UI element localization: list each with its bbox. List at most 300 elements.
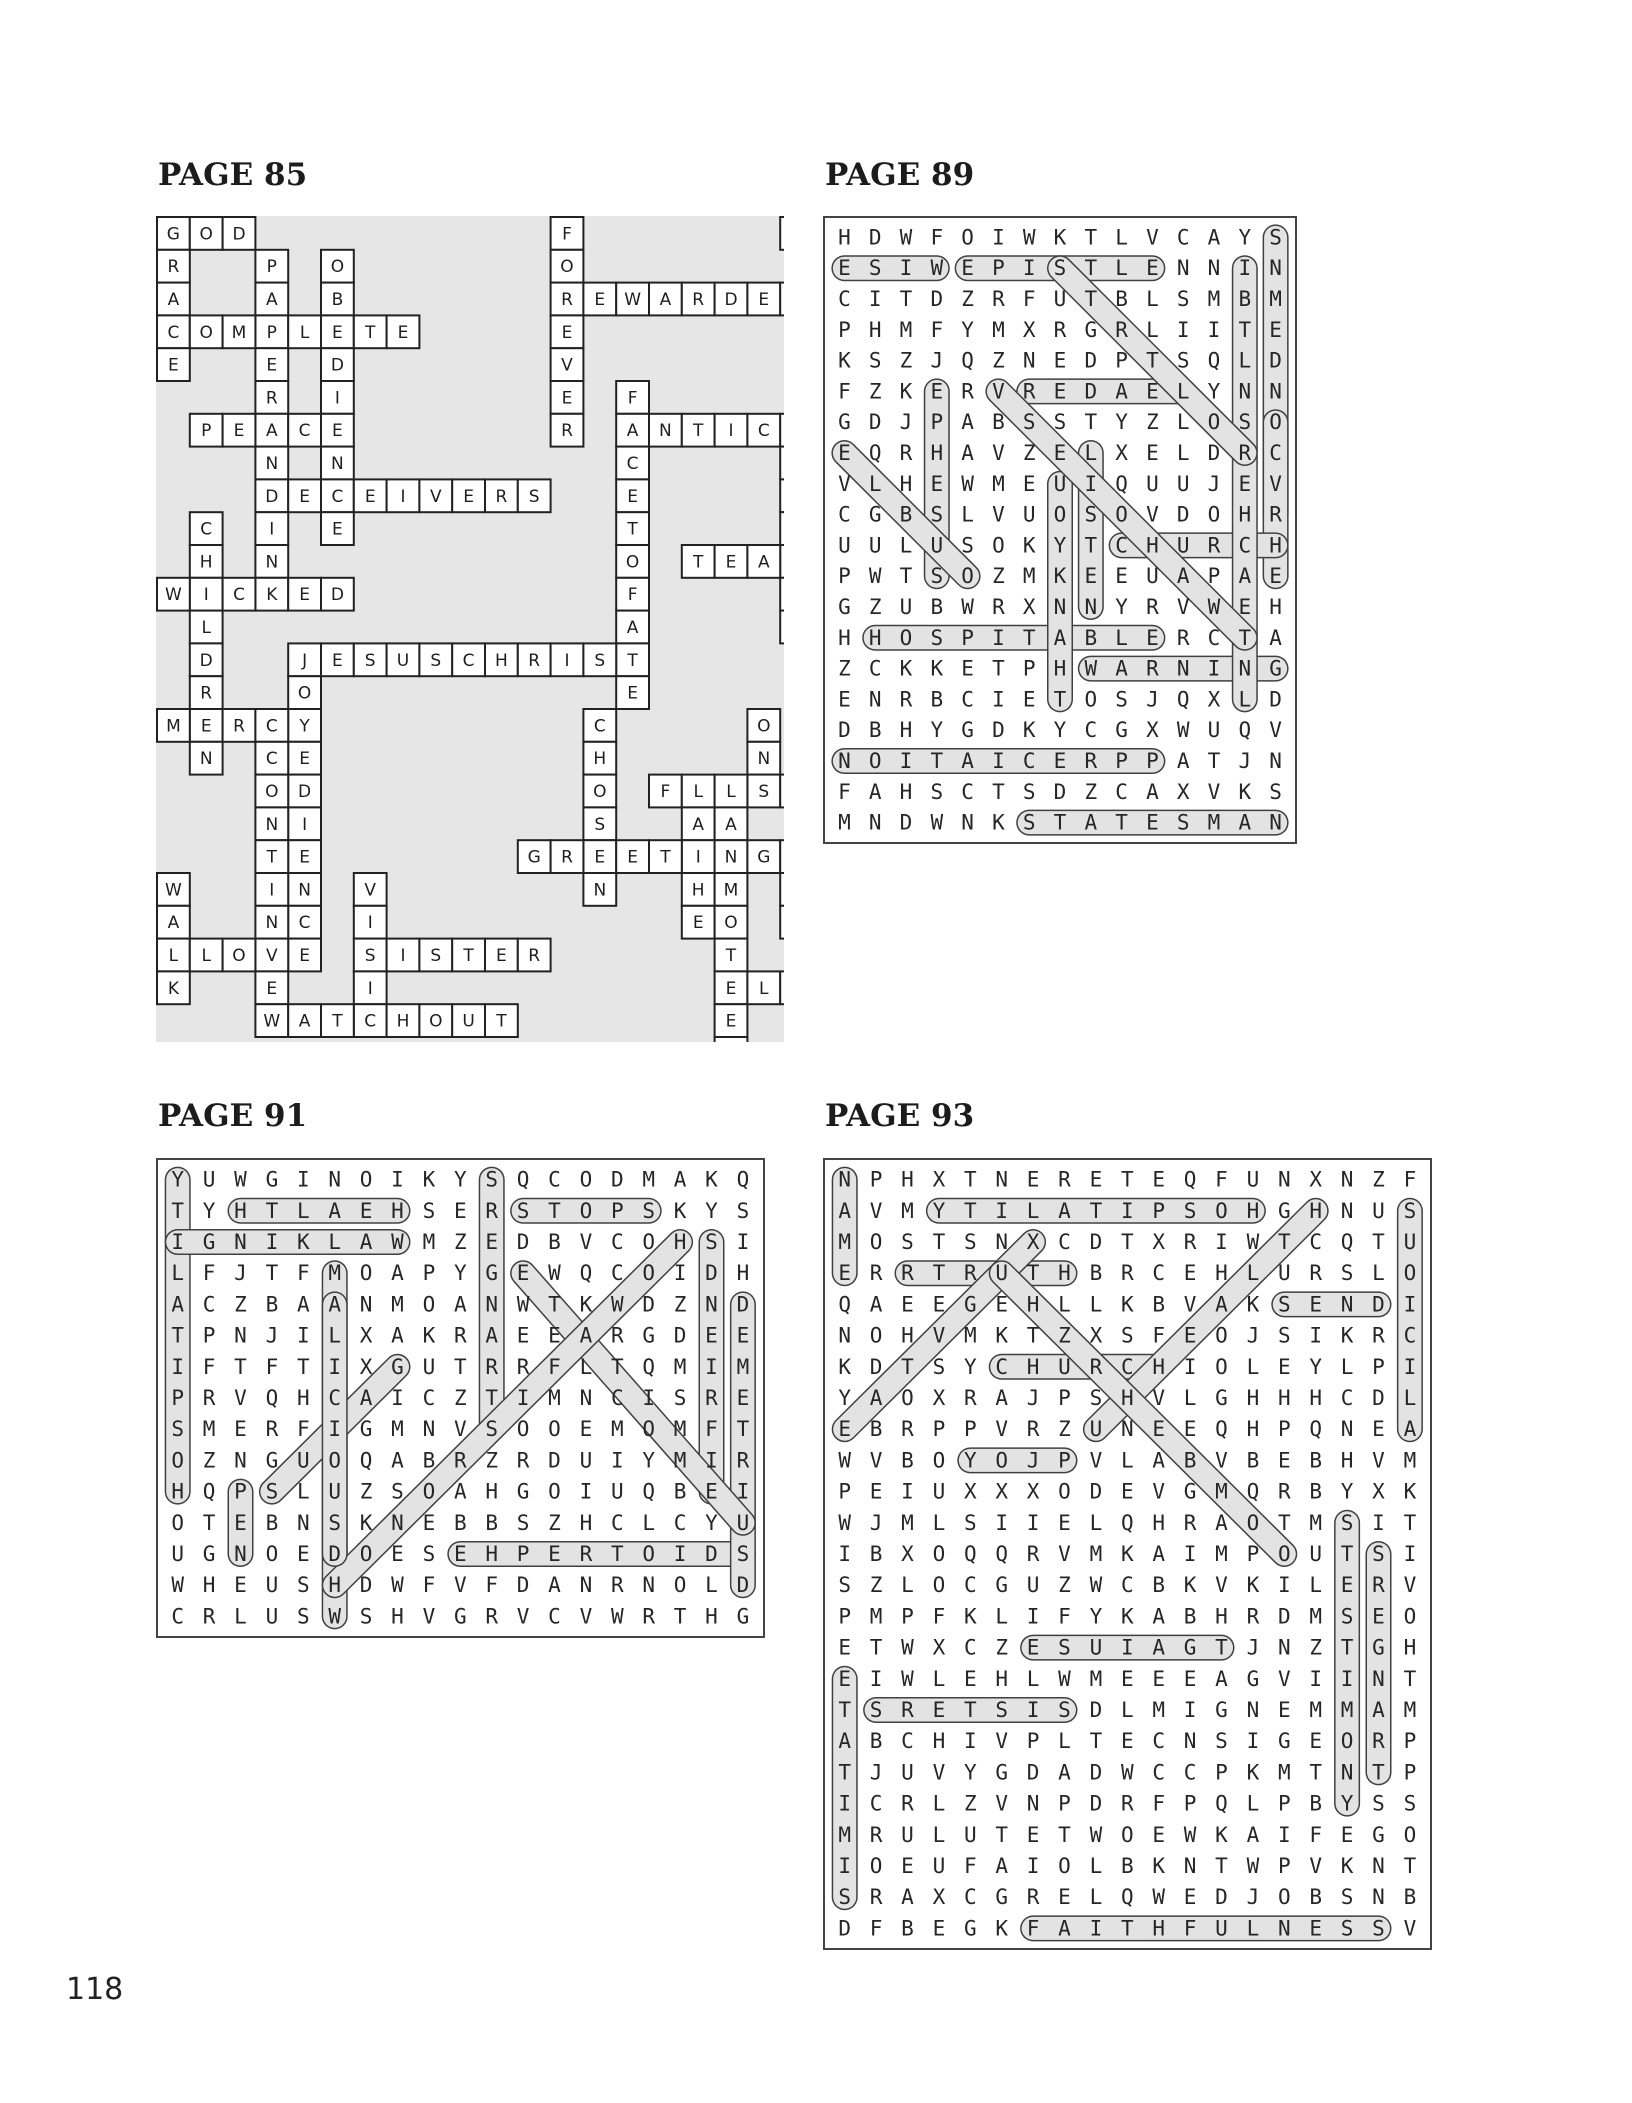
- grid-letter: C: [901, 1729, 914, 1754]
- grid-letter: R: [869, 1822, 883, 1847]
- grid-letter: J: [234, 1261, 247, 1286]
- grid-letter: I: [296, 1323, 310, 1348]
- grid-letter: E: [1183, 1323, 1197, 1348]
- crossword-letter: W: [263, 1011, 281, 1032]
- crossword-letter: E: [496, 946, 507, 966]
- crossword-cell: [387, 1004, 420, 1037]
- grid-letter: U: [1053, 471, 1067, 496]
- grid-letter: E: [838, 1635, 852, 1660]
- grid-letter: O: [1403, 1604, 1417, 1629]
- grid-letter: Y: [1089, 1604, 1103, 1629]
- grid-letter: Y: [932, 1198, 946, 1223]
- grid-letter: J: [265, 1323, 279, 1348]
- grid-letter: Y: [202, 1198, 216, 1223]
- grid-letter: O: [171, 1510, 185, 1535]
- grid-letter: P: [234, 1479, 247, 1504]
- crossword-cell: [288, 578, 321, 611]
- crossword-cell: [780, 447, 784, 480]
- grid-letter: B: [1183, 1448, 1197, 1473]
- crossword-cell: [288, 676, 321, 709]
- crossword-letter: E: [692, 913, 704, 934]
- crossword-cell: [780, 578, 784, 611]
- grid-letter: K: [1053, 564, 1067, 589]
- crossword-cell: [288, 775, 321, 808]
- grid-letter: N: [1340, 1760, 1354, 1785]
- crossword-cell: [616, 414, 649, 447]
- grid-letter: G: [961, 718, 974, 743]
- grid-letter: D: [1089, 1230, 1103, 1254]
- grid-letter: O: [1215, 1198, 1228, 1223]
- grid-letter: W: [868, 564, 882, 589]
- crossword-letter: S: [594, 650, 606, 671]
- grid-letter: X: [359, 1323, 373, 1348]
- crossword-cell: [321, 348, 354, 381]
- grid-letter: T: [838, 1760, 852, 1785]
- grid-letter: Q: [1183, 1167, 1197, 1192]
- grid-letter: S: [265, 1479, 279, 1504]
- grid-letter: Z: [838, 656, 851, 681]
- grid-letter: A: [1176, 564, 1190, 589]
- grid-letter: H: [838, 225, 851, 250]
- crossword-cell: [288, 315, 321, 348]
- grid-letter: R: [1146, 595, 1159, 619]
- grid-letter: N: [1277, 1167, 1291, 1192]
- grid-letter: R: [516, 1448, 530, 1473]
- grid-letter: G: [642, 1323, 656, 1348]
- grid-letter: E: [995, 1292, 1009, 1317]
- puzzle-heading-page-91: PAGE 91: [158, 1098, 308, 1134]
- grid-letter: V: [1146, 502, 1159, 527]
- grid-letter: M: [1215, 1479, 1228, 1504]
- crossword-letter: I: [367, 913, 373, 934]
- grid-letter: P: [838, 1479, 852, 1504]
- crossword-cell: [616, 479, 649, 512]
- grid-letter: M: [899, 317, 913, 342]
- grid-letter: T: [963, 1167, 977, 1192]
- grid-letter: V: [1277, 1666, 1291, 1691]
- crossword-cell: [583, 775, 616, 808]
- grid-letter: E: [391, 1542, 404, 1566]
- grid-letter: R: [1026, 1885, 1040, 1910]
- grid-letter: I: [736, 1479, 750, 1504]
- grid-letter: S: [736, 1542, 750, 1566]
- grid-letter: D: [1084, 379, 1098, 404]
- crossword-letter: C: [233, 585, 245, 606]
- crossword-cell: [190, 578, 223, 611]
- crossword-cell: [649, 283, 682, 316]
- grid-letter: S: [171, 1417, 185, 1442]
- grid-letter: E: [1277, 1354, 1291, 1379]
- grid-letter: T: [610, 1354, 624, 1379]
- grid-letter: Q: [868, 441, 882, 465]
- grid-letter: R: [899, 687, 913, 712]
- grid-letter: L: [642, 1510, 656, 1535]
- grid-letter: U: [1026, 1573, 1040, 1598]
- grid-letter: L: [1115, 625, 1128, 650]
- grid-letter: D: [868, 410, 882, 435]
- grid-letter: U: [1022, 502, 1036, 527]
- grid-letter: R: [899, 441, 913, 465]
- grid-letter: H: [328, 1573, 342, 1598]
- crossword-letter: E: [266, 355, 278, 376]
- grid-letter: F: [838, 779, 851, 804]
- grid-letter: C: [838, 502, 851, 527]
- grid-letter: T: [1089, 1729, 1103, 1754]
- grid-letter: E: [932, 1916, 946, 1941]
- grid-letter: X: [1152, 1230, 1166, 1254]
- crossword-cell: [354, 906, 387, 939]
- grid-letter: M: [1340, 1698, 1354, 1722]
- grid-letter: E: [1183, 1261, 1197, 1286]
- grid-letter: V: [1207, 779, 1221, 804]
- grid-letter: O: [868, 749, 882, 773]
- crossword-cell: [616, 283, 649, 316]
- grid-letter: W: [1058, 1666, 1071, 1691]
- grid-letter: R: [869, 1885, 883, 1910]
- crossword-letter: R: [167, 257, 180, 278]
- grid-letter: P: [961, 625, 974, 650]
- grid-letter: Z: [1058, 1417, 1071, 1442]
- grid-letter: J: [1207, 471, 1221, 496]
- crossword-cell: [485, 643, 518, 676]
- grid-letter: A: [1238, 810, 1252, 835]
- grid-letter: K: [1120, 1292, 1134, 1317]
- grid-letter: S: [963, 1230, 977, 1254]
- grid-letter: E: [1146, 256, 1159, 281]
- crossword-letter: R: [265, 388, 278, 409]
- grid-letter: E: [705, 1479, 718, 1504]
- grid-letter: B: [901, 1448, 914, 1473]
- grid-letter: F: [1215, 1167, 1228, 1192]
- crossword-letter: T: [693, 421, 704, 442]
- grid-letter: V: [932, 1760, 946, 1785]
- grid-letter: U: [901, 1760, 914, 1785]
- crossword-cell: [747, 971, 780, 1004]
- grid-letter: W: [328, 1604, 342, 1629]
- grid-letter: O: [642, 1230, 656, 1254]
- crossword-letter: I: [269, 880, 275, 901]
- grid-letter: L: [868, 471, 882, 496]
- crossword-letter: O: [625, 552, 640, 573]
- grid-letter: A: [901, 1885, 914, 1910]
- grid-letter: X: [932, 1386, 946, 1410]
- grid-letter: Y: [171, 1167, 185, 1192]
- grid-letter: U: [1215, 1916, 1228, 1941]
- grid-letter: T: [1053, 810, 1067, 835]
- grid-letter: H: [1215, 1604, 1228, 1629]
- grid-letter: H: [1340, 1448, 1354, 1473]
- crossword-letter: C: [167, 322, 180, 343]
- grid-letter: I: [995, 1198, 1009, 1223]
- grid-letter: H: [901, 1323, 914, 1348]
- crossword-letter: D: [298, 782, 312, 802]
- grid-letter: S: [642, 1198, 656, 1223]
- crossword-cell: [649, 414, 682, 447]
- grid-letter: F: [1152, 1323, 1166, 1348]
- grid-letter: W: [1207, 595, 1221, 619]
- grid-letter: G: [1372, 1635, 1385, 1660]
- grid-letter: K: [1120, 1542, 1134, 1566]
- grid-letter: S: [1183, 1198, 1197, 1223]
- grid-letter: E: [838, 1261, 852, 1286]
- grid-letter: N: [579, 1386, 593, 1410]
- grid-letter: O: [673, 1573, 687, 1598]
- grid-letter: I: [1246, 1729, 1260, 1754]
- grid-letter: W: [548, 1261, 561, 1286]
- grid-letter: Y: [963, 1448, 977, 1473]
- grid-letter: U: [1053, 287, 1067, 311]
- crossword-letter: E: [332, 519, 343, 540]
- grid-letter: H: [1309, 1386, 1323, 1410]
- grid-letter: O: [579, 1198, 593, 1223]
- crossword-cell: [157, 906, 190, 939]
- grid-letter: N: [1340, 1417, 1354, 1442]
- crossword-cell: [354, 479, 387, 512]
- grid-letter: P: [171, 1386, 185, 1410]
- grid-letter: C: [1403, 1323, 1417, 1348]
- grid-letter: Z: [869, 1573, 883, 1598]
- grid-letter: G: [265, 1448, 279, 1473]
- grid-letter: A: [1403, 1417, 1417, 1442]
- grid-letter: K: [1022, 533, 1036, 558]
- crossword-cell: [551, 217, 584, 250]
- grid-letter: C: [328, 1386, 342, 1410]
- grid-letter: O: [642, 1542, 656, 1566]
- grid-letter: T: [453, 1354, 467, 1379]
- grid-letter: K: [838, 348, 851, 373]
- grid-letter: I: [1238, 256, 1252, 281]
- grid-letter: Y: [963, 1760, 977, 1785]
- crossword-letter: H: [495, 650, 508, 671]
- crossword-letter: P: [201, 421, 212, 442]
- grid-letter: M: [391, 1417, 404, 1442]
- crossword-cell: [780, 906, 784, 939]
- grid-letter: T: [1215, 1635, 1228, 1660]
- grid-letter: D: [868, 225, 882, 250]
- grid-letter: W: [1084, 656, 1098, 681]
- grid-letter: S: [516, 1198, 530, 1223]
- crossword-cell: [780, 217, 784, 250]
- grid-letter: P: [1115, 348, 1128, 373]
- grid-letter: R: [705, 1386, 718, 1410]
- crossword-cell: [419, 479, 452, 512]
- crossword-cell: [157, 971, 190, 1004]
- page-number: 118: [66, 1972, 124, 2007]
- grid-letter: H: [673, 1230, 687, 1254]
- crossword-letter: O: [265, 782, 279, 802]
- grid-letter: S: [1340, 1510, 1354, 1535]
- grid-letter: E: [453, 1542, 467, 1566]
- grid-letter: N: [1176, 656, 1190, 681]
- crossword-solution-page-85: [156, 216, 784, 1042]
- grid-letter: S: [1403, 1198, 1417, 1223]
- crossword-cell: [583, 643, 616, 676]
- grid-letter: B: [1152, 1292, 1166, 1317]
- grid-letter: A: [328, 1198, 342, 1223]
- crossword-cell: [157, 250, 190, 283]
- grid-letter: R: [453, 1323, 467, 1348]
- grid-letter: T: [932, 1261, 946, 1286]
- grid-letter: K: [422, 1323, 436, 1348]
- grid-letter: T: [1215, 1854, 1228, 1878]
- grid-letter: X: [963, 1479, 977, 1504]
- crossword-cell: [288, 479, 321, 512]
- grid-letter: E: [1053, 379, 1067, 404]
- grid-letter: L: [1089, 1510, 1103, 1535]
- grid-letter: H: [1246, 1417, 1260, 1442]
- crossword-cell: [551, 840, 584, 873]
- grid-letter: B: [485, 1510, 499, 1535]
- grid-letter: K: [1120, 1604, 1134, 1629]
- grid-letter: E: [838, 1666, 852, 1691]
- grid-letter: U: [1176, 533, 1190, 558]
- grid-letter: N: [1026, 1791, 1040, 1816]
- grid-letter: E: [1022, 471, 1036, 496]
- grid-letter: N: [1183, 1854, 1197, 1878]
- grid-letter: I: [705, 1448, 718, 1473]
- grid-letter: A: [1269, 625, 1282, 650]
- grid-letter: E: [1152, 1822, 1166, 1847]
- grid-letter: C: [963, 1885, 977, 1910]
- grid-letter: H: [171, 1479, 185, 1504]
- crossword-letter: E: [725, 978, 737, 999]
- grid-letter: H: [579, 1510, 593, 1535]
- crossword-cell: [190, 414, 223, 447]
- grid-letter: S: [1058, 1698, 1071, 1722]
- crossword-letter: N: [265, 552, 279, 573]
- grid-letter: X: [1026, 1230, 1040, 1254]
- grid-letter: F: [1183, 1916, 1197, 1941]
- grid-letter: V: [995, 1729, 1009, 1754]
- grid-letter: H: [930, 441, 944, 465]
- grid-letter: M: [673, 1354, 687, 1379]
- grid-letter: S: [1022, 810, 1036, 835]
- grid-letter: T: [673, 1604, 687, 1629]
- grid-letter: X: [1309, 1167, 1323, 1192]
- grid-letter: K: [963, 1604, 977, 1629]
- grid-letter: I: [1026, 1510, 1040, 1535]
- grid-letter: Z: [453, 1230, 467, 1254]
- crossword-letter: N: [593, 880, 607, 901]
- grid-letter: T: [901, 1354, 914, 1379]
- grid-letter: V: [1403, 1916, 1417, 1941]
- grid-letter: L: [579, 1354, 593, 1379]
- grid-letter: C: [838, 287, 851, 311]
- grid-letter: L: [961, 502, 974, 527]
- grid-letter: Z: [673, 1292, 687, 1317]
- grid-letter: O: [1053, 502, 1067, 527]
- crossword-cell: [255, 315, 288, 348]
- crossword-letter: M: [166, 716, 181, 737]
- grid-letter: V: [1215, 1448, 1228, 1473]
- crossword-cell: [682, 414, 715, 447]
- grid-letter: S: [1058, 1635, 1071, 1660]
- grid-letter: I: [1207, 317, 1221, 342]
- grid-letter: R: [1309, 1261, 1323, 1286]
- grid-letter: G: [1215, 1386, 1228, 1410]
- crossword-letter: E: [299, 847, 310, 868]
- grid-letter: F: [1058, 1604, 1071, 1629]
- grid-letter: M: [1309, 1510, 1323, 1535]
- grid-letter: G: [838, 595, 851, 619]
- grid-letter: R: [1026, 1542, 1040, 1566]
- grid-letter: K: [930, 656, 944, 681]
- crossword-letter: T: [266, 847, 277, 868]
- crossword-cell: [354, 315, 387, 348]
- crossword-cell: [354, 939, 387, 972]
- grid-letter: O: [422, 1292, 436, 1317]
- crossword-cell: [616, 611, 649, 644]
- crossword-cell: [321, 1004, 354, 1037]
- grid-letter: D: [1277, 1604, 1291, 1629]
- grid-letter: D: [328, 1542, 342, 1566]
- grid-letter: D: [736, 1292, 750, 1317]
- grid-letter: P: [1372, 1354, 1385, 1379]
- grid-letter: F: [930, 317, 944, 342]
- grid-letter: D: [1269, 687, 1282, 712]
- grid-letter: T: [869, 1635, 883, 1660]
- grid-letter: Y: [963, 1354, 977, 1379]
- grid-letter: K: [995, 1323, 1009, 1348]
- grid-letter: A: [1152, 1604, 1166, 1629]
- crossword-letter: O: [232, 946, 246, 966]
- crossword-cell: [354, 971, 387, 1004]
- grid-letter: K: [992, 810, 1005, 835]
- grid-letter: O: [932, 1573, 946, 1598]
- crossword-cell: [616, 840, 649, 873]
- grid-letter: D: [1176, 502, 1190, 527]
- grid-letter: A: [673, 1167, 687, 1192]
- grid-letter: A: [995, 1854, 1009, 1878]
- crossword-letter: E: [266, 978, 278, 999]
- crossword-letter: L: [168, 946, 179, 966]
- crossword-cell: [288, 873, 321, 906]
- crossword-cell: [518, 643, 551, 676]
- crossword-letter: E: [332, 322, 343, 343]
- grid-letter: T: [963, 1698, 977, 1722]
- grid-letter: E: [422, 1510, 436, 1535]
- crossword-cell: [190, 611, 223, 644]
- grid-letter: V: [1146, 225, 1159, 250]
- grid-letter: M: [901, 1198, 914, 1223]
- grid-letter: T: [1120, 1230, 1134, 1254]
- grid-letter: M: [992, 317, 1005, 342]
- grid-letter: P: [1207, 564, 1221, 589]
- crossword-cell: [616, 447, 649, 480]
- grid-letter: R: [1246, 1604, 1260, 1629]
- crossword-letter: D: [330, 585, 344, 606]
- crossword-cell: [583, 840, 616, 873]
- crossword-cell: [780, 283, 784, 316]
- grid-letter: L: [1238, 348, 1252, 373]
- grid-letter: A: [1246, 1822, 1260, 1847]
- grid-letter: E: [1309, 1729, 1323, 1754]
- grid-letter: I: [1183, 1354, 1197, 1379]
- grid-letter: V: [1372, 1448, 1385, 1473]
- grid-letter: X: [1176, 779, 1190, 804]
- grid-letter: G: [1372, 1822, 1385, 1847]
- grid-letter: Z: [453, 1386, 467, 1410]
- grid-letter: F: [838, 379, 851, 404]
- grid-letter: G: [995, 1885, 1009, 1910]
- grid-letter: U: [1277, 1261, 1291, 1286]
- grid-letter: X: [1022, 595, 1036, 619]
- grid-letter: V: [453, 1417, 467, 1442]
- crossword-cell: [616, 512, 649, 545]
- grid-letter: A: [328, 1292, 342, 1317]
- grid-letter: E: [1026, 1635, 1040, 1660]
- grid-letter: E: [705, 1323, 718, 1348]
